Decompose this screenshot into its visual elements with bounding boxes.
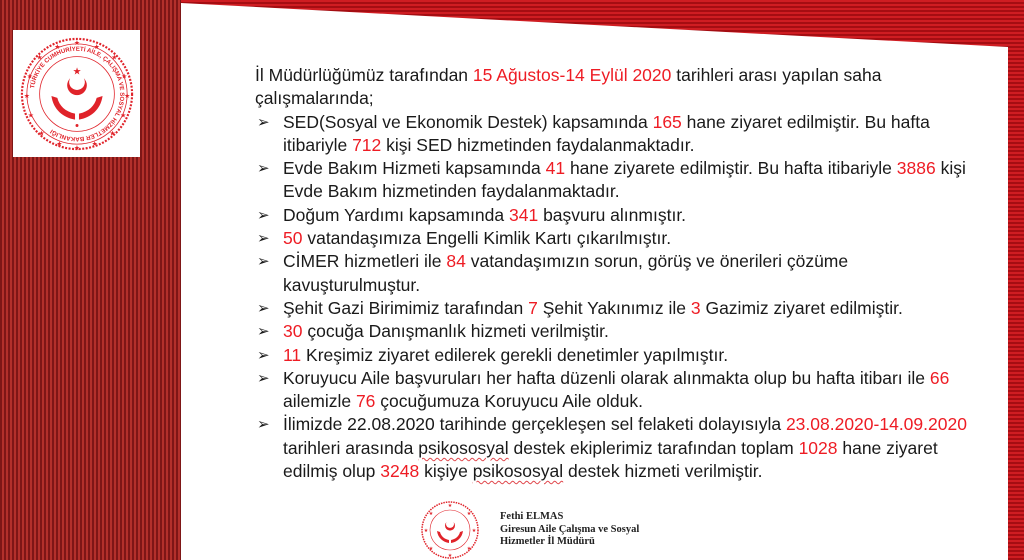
list-item-cimer: ➢ CİMER hizmetleri ile 84 vatandaşımızın sorun, görüş ve önerileri çözüme kavuşturulmuştur. — [257, 251, 849, 295]
arrow-bullet-icon: ➢ — [257, 160, 270, 178]
svg-text:★: ★ — [110, 53, 117, 62]
svg-text:★: ★ — [428, 546, 434, 552]
arrow-bullet-icon: ➢ — [257, 230, 270, 248]
svg-text:★: ★ — [38, 128, 45, 137]
list-item-sed: ➢ SED(Sosyal ve Ekonomik Destek) kapsamında 165 hane ziyaret edilmiştir. Bu hafta itibariyle 712 kişi SED hizmetinden faydalanmaktadır. — [257, 111, 930, 155]
svg-text:★: ★ — [36, 53, 43, 62]
arrow-bullet-icon: ➢ — [257, 253, 270, 271]
signatory-title-line2: Hizmetler İl Müdürü — [500, 536, 595, 548]
list-item-engelli-kimlik: ➢ 50 vatandaşımıza Engelli Kimlik Kartı çıkarılmıştır. — [255, 227, 975, 250]
svg-text:★: ★ — [23, 91, 30, 100]
date-range-highlight: 15 Ağustos-14 Eylül 2020 — [472, 65, 672, 85]
arrow-bullet-icon: ➢ — [257, 113, 270, 131]
arrow-bullet-icon: ➢ — [257, 206, 270, 224]
list-item-sel-felaketi: ➢ İlimizde 22.08.2020 tarihinde gerçekleşen sel felaketi dolayısıyla 23.08.2020-14.09.2020 tarihleri arasında psikososyal destek ekiplerimiz tarafından toplam 1028 hane ziyaret edilmiş olup 3248 kişiye psikososyal destek hizmeti verilmiştir. — [257, 414, 967, 482]
svg-text:★: ★ — [91, 139, 98, 148]
svg-text:★: ★ — [423, 528, 429, 534]
svg-text:★: ★ — [72, 65, 81, 77]
arrow-bullet-icon: ➢ — [257, 346, 270, 364]
ministry-emblem-icon — [18, 35, 136, 153]
svg-text:TÜRKİYE CUMHURİYETİ AİLE, ÇALI: TÜRKİYE CUMHURİYETİ AİLE, ÇALIŞMA VE SOSYAL HİZMETLER BAKANLIĞI — [28, 45, 125, 142]
ministry-logo — [13, 30, 140, 157]
svg-text:★: ★ — [93, 42, 100, 51]
spellcheck-word: psikososyal — [472, 461, 564, 482]
svg-text:★: ★ — [447, 553, 453, 559]
svg-text:★: ★ — [27, 111, 34, 120]
svg-text:★: ★ — [53, 42, 60, 51]
list-item-sehit-gazi: ➢ Şehit Gazi Birimimiz tarafından 7 Şehit Yakınımız ile 3 Gazimiz ziyaret edilmiştir. — [255, 297, 975, 320]
arrow-bullet-icon: ➢ — [257, 299, 270, 317]
list-item-danismanlik: ➢ 30 çocuğa Danışmanlık hizmeti verilmiştir. — [255, 320, 975, 343]
svg-text:★: ★ — [428, 511, 434, 517]
arrow-bullet-icon: ➢ — [257, 323, 270, 341]
signatory-title-line1: Giresun Aile Çalışma ve Sosyal — [500, 523, 640, 535]
svg-text:★: ★ — [466, 546, 472, 552]
svg-text:★: ★ — [466, 511, 472, 517]
list-item-evde-bakim: ➢ Evde Bakım Hizmeti kapsamında 41 hane ziyarete edilmiştir. Bu hafta itibariyle 3886 kişi Evde Bakım hizmetinden faydalanmaktadır. — [257, 158, 966, 202]
intro-paragraph: İl Müdürlüğümüz tarafından 15 Ağustos-14 Eylül 2020 tarihleri arası yapılan saha çalışmalarında; — [255, 65, 882, 109]
svg-text:★: ★ — [123, 91, 130, 100]
spellcheck-word: psikososyal — [418, 437, 509, 458]
svg-text:★: ★ — [447, 503, 453, 509]
arrow-bullet-icon: ➢ — [257, 369, 270, 387]
report-body — [255, 64, 975, 483]
svg-text:★: ★ — [471, 528, 477, 534]
signature-text — [500, 511, 639, 549]
svg-text:★: ★ — [73, 38, 80, 47]
svg-text:★: ★ — [26, 71, 33, 80]
signature-block — [420, 500, 639, 560]
svg-text:★: ★ — [55, 139, 62, 148]
svg-text:★: ★ — [108, 128, 115, 137]
list-item-dogum-yardimi: ➢ Doğum Yardımı kapsamında 341 başvuru alınmıştır. — [255, 204, 975, 227]
svg-text:★: ★ — [120, 71, 127, 80]
bullet-list — [255, 111, 975, 484]
list-item-koruyucu-aile: ➢ Koruyucu Aile başvuruları her hafta düzenli olarak alınmakta olup bu hafta itibarı ile 66 ailemizle 76 çocuğumuza Koruyucu Aile olduk. — [257, 367, 950, 412]
arrow-bullet-icon: ➢ — [257, 416, 270, 434]
svg-text:★: ★ — [73, 143, 80, 152]
svg-text:★: ★ — [119, 111, 126, 120]
list-item-kres: ➢ 11 Kreşimiz ziyaret edilerek gerekli denetimler yapılmıştır. — [255, 344, 975, 367]
ministry-emblem-small-icon — [420, 500, 480, 560]
signatory-name: Fethi ELMAS — [500, 511, 564, 523]
